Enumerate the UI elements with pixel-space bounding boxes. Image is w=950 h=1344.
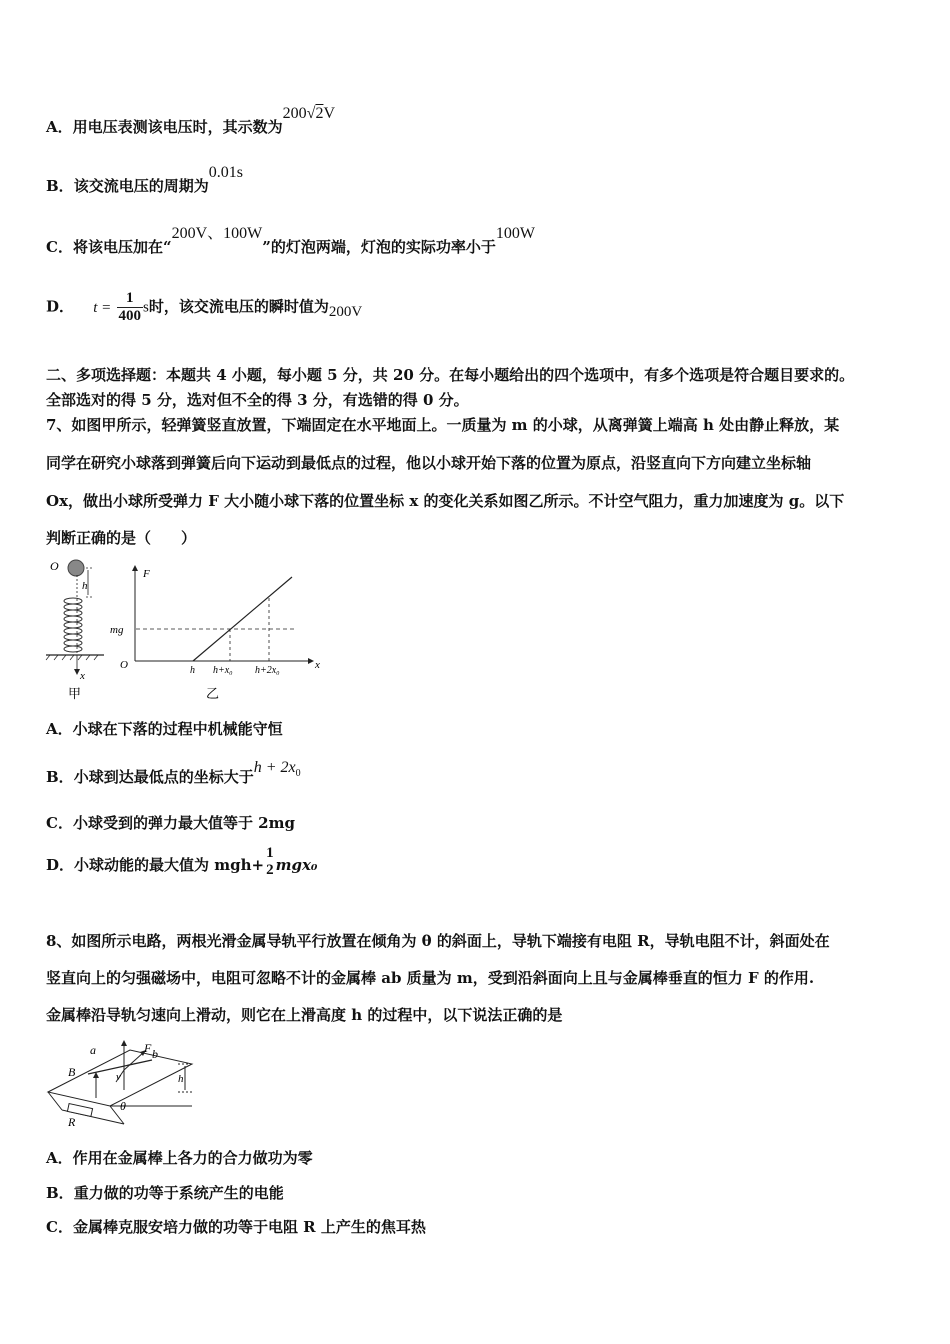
q6-option-d (46, 290, 362, 325)
option-text: 小球在下落的过程中机械能守恒 (72, 720, 283, 738)
q8-option-b (46, 1182, 284, 1203)
frac-num: 1 (117, 290, 144, 308)
option-label: A． (46, 118, 73, 136)
math-value: h + 2x (253, 759, 296, 776)
q8-stem-line1: 8、如图所示电路，两根光滑金属导轨平行放置在倾角为 θ 的斜面上，导轨下端接有电阻 R，导轨电阻不计，斜面处在 (46, 932, 830, 950)
option-label: C． (46, 1218, 73, 1236)
frac-num: 1 (266, 845, 274, 861)
q7-stem-line2: 同学在研究小球落到弹簧后向下运动到最低点的过程，他以小球开始下落的位置为原点，沿竖直向下方向建立坐标轴 (46, 454, 812, 472)
option-label: A． (46, 720, 73, 738)
h-label-left: h (82, 580, 88, 592)
option-label: D． (46, 297, 75, 316)
label-B: B (68, 1065, 76, 1079)
option-text: 该交流电压的周期为 (73, 177, 209, 195)
q7-option-b (46, 759, 301, 789)
q6-option-b (46, 164, 243, 196)
q8-stem-line2: 竖直向上的匀强磁场中，电阻可忽略不计的金属棒 ab 质量为 m，受到沿斜面向上且与金属棒垂直的恒力 F 的作用. (46, 969, 815, 987)
tick-h-x0: h+x₀ (213, 665, 233, 676)
label-F: F (144, 1041, 152, 1055)
figure-caption-left: 甲 (68, 686, 82, 701)
ball (68, 560, 84, 576)
label-h: h (178, 1073, 184, 1085)
option-label: C． (46, 238, 73, 256)
figure-caption-right: 乙 (206, 686, 220, 701)
option-text: 作用在金属棒上各力的合力做功为零 (72, 1149, 313, 1167)
option-text: 将该电压加在“ (72, 238, 172, 256)
math-expr: 200V、100W (171, 225, 263, 242)
label-b: b (152, 1047, 158, 1061)
q6-option-c (46, 225, 536, 257)
y-axis-label: F (143, 568, 150, 580)
math-expr (253, 759, 301, 780)
section-heading-line2: 全部选对的得 5 分，选对但不全的得 3 分，有选错的得 0 分。 (46, 391, 469, 409)
force-graph (110, 565, 320, 701)
force-line (193, 577, 292, 661)
mg-label: mg (110, 624, 124, 636)
option-text: 小球到达最低点的坐标大于 (73, 768, 254, 786)
label-a: a (90, 1043, 96, 1057)
label-R: R (68, 1115, 76, 1129)
origin-label: O (120, 659, 128, 671)
option-text: 小球受到的弹力最大值等于 2mg (72, 814, 295, 832)
origin-label-left: O (50, 559, 59, 573)
math-expr: 200√2V (282, 105, 335, 122)
option-label: B． (46, 768, 74, 786)
spring-coils (64, 598, 82, 652)
q7-figure (40, 555, 330, 705)
fraction (117, 290, 144, 325)
tick-h: h (190, 665, 195, 676)
option-text: 小球动能的最大值为 mgh+ (74, 856, 265, 874)
q7-stem-line1: 7、如图甲所示，轻弹簧竖直放置，下端固定在水平地面上。一质量为 m 的小球，从离弹簧上端高 h 处由静止释放，某 (46, 416, 840, 434)
q8-figure (40, 1034, 200, 1129)
label-v: v (116, 1071, 121, 1083)
tick-h-2x0: h+2x₀ (255, 665, 280, 676)
math-unit: V (323, 105, 335, 122)
section-heading-line1: 二、多项选择题：本题共 4 小题，每小题 5 分，共 20 分。在每小题给出的四个选项中，有多个选项是符合题目要求的。 (46, 366, 855, 384)
spring-diagram (46, 559, 104, 701)
q7-option-d (46, 845, 317, 879)
math-expr-2: 200V (328, 303, 363, 320)
math-value: 200 (282, 105, 307, 122)
option-text: 用电压表测该电压时，其示数为 (72, 118, 283, 136)
label-theta: θ (120, 1099, 126, 1113)
option-label: D． (46, 856, 75, 874)
math-expr-2: 100W (495, 225, 536, 242)
q7-option-c (46, 812, 295, 833)
q8-option-c (46, 1216, 426, 1237)
math-expr: 0.01s (208, 164, 243, 181)
option-text: 金属棒克服安培力做的功等于电阻 R 上产生的焦耳热 (72, 1218, 426, 1236)
fraction (264, 845, 276, 879)
math-root: 2 (315, 105, 324, 122)
frac-den: 400 (118, 308, 142, 324)
math-t: t = (93, 299, 112, 316)
option-text: 重力做的功等于系统产生的电能 (73, 1184, 284, 1202)
option-text: 时，该交流电压的瞬时值为 (148, 297, 329, 316)
option-label: A． (46, 1149, 73, 1167)
q8-option-a (46, 1147, 313, 1168)
force-arrow (124, 1052, 144, 1070)
option-label: C． (46, 814, 73, 832)
math-subscript: 0 (295, 768, 301, 780)
x-label-left: x (80, 670, 85, 682)
option-tail: mgx₀ (275, 856, 318, 874)
unit: s (143, 299, 149, 316)
q7-stem-line3: Ox，做出小球所受弹力 F 大小随小球下落的位置坐标 x 的变化关系如图乙所示。不计空气阻力，重力加速度为 g。以下 (46, 492, 845, 510)
q8-stem-line3: 金属棒沿导轨匀速向上滑动，则它在上滑高度 h 的过程中，以下说法正确的是 (46, 1006, 563, 1024)
option-text-2: ”的灯泡两端，灯泡的实际功率小于 (262, 238, 496, 256)
frac-den: 2 (266, 862, 274, 878)
option-label: B． (46, 1184, 74, 1202)
x-axis-label: x (315, 659, 320, 671)
q7-stem-line4: 判断正确的是（ ） (46, 529, 197, 547)
q7-option-a (46, 718, 283, 739)
q6-option-a (46, 105, 335, 137)
option-label: B． (46, 177, 74, 195)
